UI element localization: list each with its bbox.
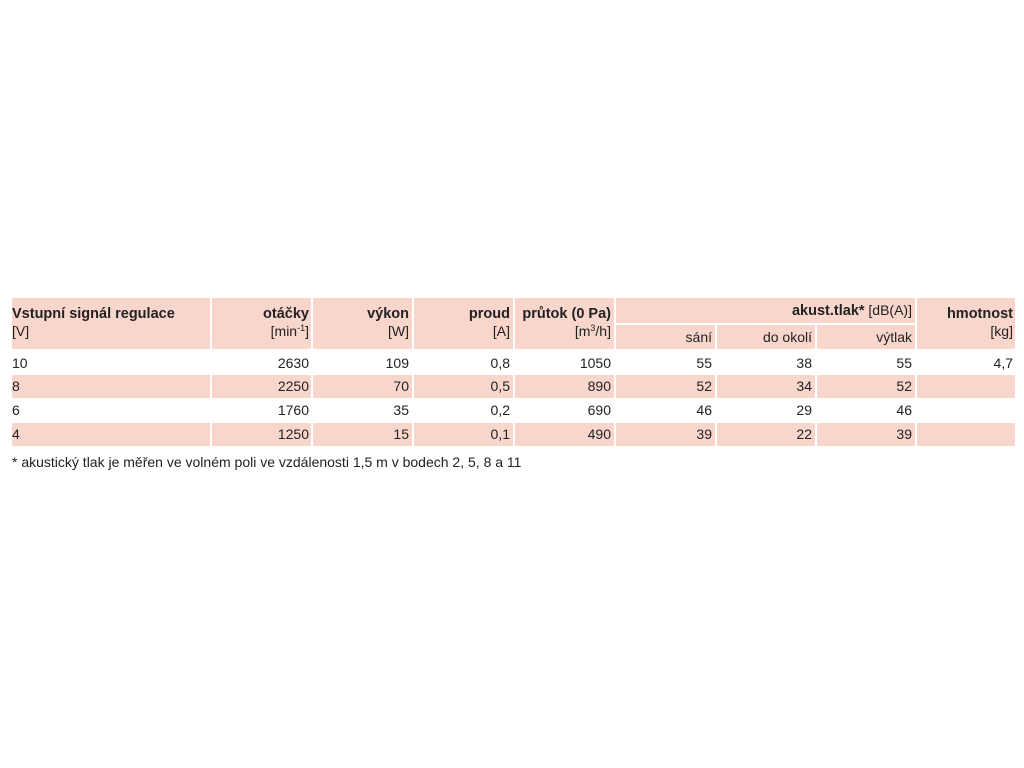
cell-current: 0,2 <box>490 402 510 418</box>
header-current <box>414 298 513 349</box>
cell-speed: 2250 <box>212 375 311 398</box>
header-speed-unit: $[\min^{-1}]$ <box>270 323 309 339</box>
cell-weight <box>917 375 1015 398</box>
cell-ambient: 38 <box>796 355 812 371</box>
cell-power: 109 <box>385 355 409 371</box>
header-acoustic-ambient <box>717 325 815 349</box>
cell-flow: 1050 <box>579 355 611 371</box>
cell-ambient: 22 <box>717 423 815 446</box>
header-signal-unit: [V] <box>12 323 30 339</box>
header-current-unit: [A] <box>492 323 510 339</box>
header-weight-unit: [kg] <box>990 323 1013 339</box>
cell-power: 15 <box>313 423 412 446</box>
cell-signal: 6 <box>12 402 20 418</box>
header-acoustic-discharge <box>817 325 915 349</box>
header-signal-title: Vstupní signál regulace <box>12 306 175 322</box>
cell-suction: 55 <box>696 355 712 371</box>
header-flow-title: průtok (0 Pa) <box>522 306 611 322</box>
header-speed-title: otáčky <box>263 306 309 322</box>
header-power <box>313 298 412 349</box>
cell-signal: 8 <box>12 375 210 398</box>
cell-current: 0,1 <box>414 423 513 446</box>
header-acoustic-ambient-label: do okolí <box>762 329 812 345</box>
cell-power: 35 <box>393 402 409 418</box>
footnote: * akustický tlak je měřen ve volném poli ve vzdálenosti 1,5 m v bodech 2, 5, 8 a 11 <box>12 454 522 470</box>
header-acoustic-unit: [dB(A)] <box>868 302 912 318</box>
cell-current: 0,5 <box>414 375 513 398</box>
cell-discharge: 52 <box>817 375 915 398</box>
cell-speed: 2630 <box>277 355 309 371</box>
cell-flow: 890 <box>515 375 614 398</box>
header-acoustic <box>616 298 915 323</box>
cell-ambient: 29 <box>796 402 812 418</box>
cell-signal: 4 <box>12 423 210 446</box>
cell-speed: 1250 <box>212 423 311 446</box>
cell-ambient: 34 <box>717 375 815 398</box>
header-speed <box>212 298 311 349</box>
cell-power: 70 <box>313 375 412 398</box>
cell-flow: 490 <box>515 423 614 446</box>
header-acoustic-discharge-label: výtlak <box>876 329 912 345</box>
cell-discharge: 46 <box>896 402 912 418</box>
cell-discharge: 39 <box>817 423 915 446</box>
cell-flow: 690 <box>587 402 611 418</box>
cell-speed: 1760 <box>277 402 309 418</box>
header-flow-unit: $[m^3/h]$ <box>574 323 611 339</box>
header-current-title: proud <box>468 306 510 322</box>
header-flow <box>515 298 614 349</box>
cell-discharge: 55 <box>896 355 912 371</box>
cell-current: 0,8 <box>490 355 510 371</box>
cell-suction: 52 <box>616 375 715 398</box>
cell-weight <box>917 423 1015 446</box>
header-acoustic-suction <box>616 325 715 349</box>
cell-signal: 10 <box>12 355 28 371</box>
cell-weight <box>917 400 1015 422</box>
cell-suction: 46 <box>696 402 712 418</box>
header-weight-title: hmotnost <box>946 306 1013 322</box>
header-acoustic-title: akust.tlak* <box>791 303 865 319</box>
cell-suction: 39 <box>616 423 715 446</box>
header-weight <box>917 298 1015 349</box>
cell-weight: 4,7 <box>993 355 1013 371</box>
header-signal <box>12 298 210 349</box>
header-power-title: výkon <box>367 306 409 322</box>
header-power-unit: [W] <box>388 323 409 339</box>
header-acoustic-suction-label: sání <box>685 329 712 345</box>
